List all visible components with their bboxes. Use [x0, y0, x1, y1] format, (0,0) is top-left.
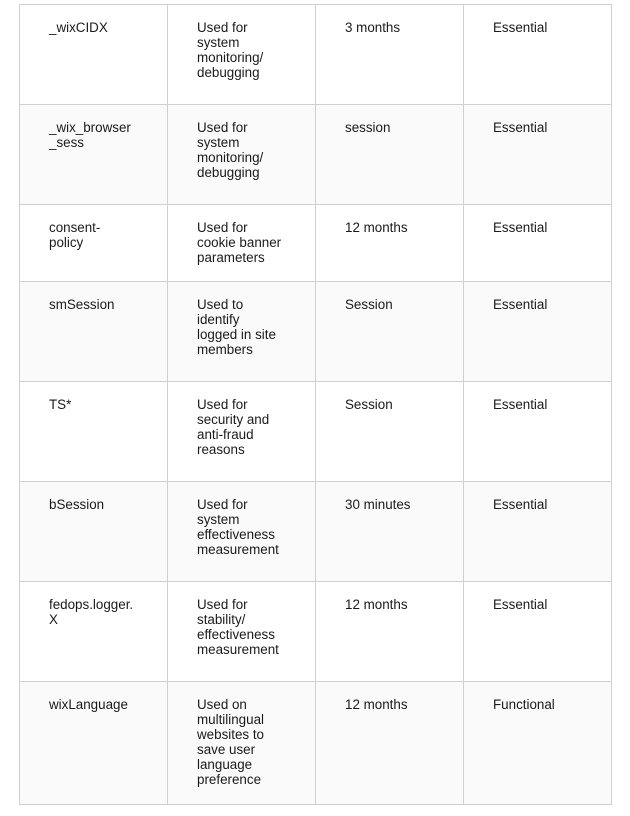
cookie-duration-cell: 3 months	[316, 5, 464, 105]
cookie-duration-cell: Session	[316, 282, 464, 382]
cookie-purpose-cell: Used to identify logged in site members	[168, 282, 316, 382]
table-row	[20, 5, 612, 105]
cookie-name-cell: consent- policy	[20, 205, 168, 282]
table-row	[20, 105, 612, 205]
cookie-name-cell: bSession	[20, 482, 168, 582]
cookie-table	[19, 4, 612, 805]
table-row	[20, 205, 612, 282]
cookie-name-cell: _wix_browser _sess	[20, 105, 168, 205]
cookie-type-cell: Essential	[464, 482, 612, 582]
cookie-type-cell: Essential	[464, 105, 612, 205]
cookie-name-cell: wixLanguage	[20, 682, 168, 805]
cookie-purpose-cell: Used for system monitoring/ debugging	[168, 5, 316, 105]
cookie-duration-cell: 30 minutes	[316, 482, 464, 582]
table-row	[20, 482, 612, 582]
cookie-type-cell: Essential	[464, 582, 612, 682]
table-row	[20, 682, 612, 805]
cookie-type-cell: Essential	[464, 205, 612, 282]
cookie-duration-cell: 12 months	[316, 205, 464, 282]
cookie-purpose-cell: Used for system monitoring/ debugging	[168, 105, 316, 205]
table-row	[20, 282, 612, 382]
cookie-duration-cell: Session	[316, 382, 464, 482]
cookie-duration-cell: session	[316, 105, 464, 205]
cookie-purpose-cell: Used on multilingual websites to save user language preference	[168, 682, 316, 805]
cookie-purpose-cell: Used for system effectiveness measurement	[168, 482, 316, 582]
cookie-duration-cell: 12 months	[316, 582, 464, 682]
cookie-type-cell: Essential	[464, 382, 612, 482]
cookie-type-cell: Essential	[464, 282, 612, 382]
cookie-purpose-cell: Used for stability/ effectiveness measurement	[168, 582, 316, 682]
table-row	[20, 582, 612, 682]
cookie-name-cell: TS*	[20, 382, 168, 482]
cookie-name-cell: _wixCIDX	[20, 5, 168, 105]
cookie-type-cell: Essential	[464, 5, 612, 105]
cookie-name-cell: fedops.logger. X	[20, 582, 168, 682]
cookie-duration-cell: 12 months	[316, 682, 464, 805]
cookie-name-cell: smSession	[20, 282, 168, 382]
cookie-purpose-cell: Used for cookie banner parameters	[168, 205, 316, 282]
cookie-type-cell: Functional	[464, 682, 612, 805]
cookie-purpose-cell: Used for security and anti-fraud reasons	[168, 382, 316, 482]
table-row	[20, 382, 612, 482]
